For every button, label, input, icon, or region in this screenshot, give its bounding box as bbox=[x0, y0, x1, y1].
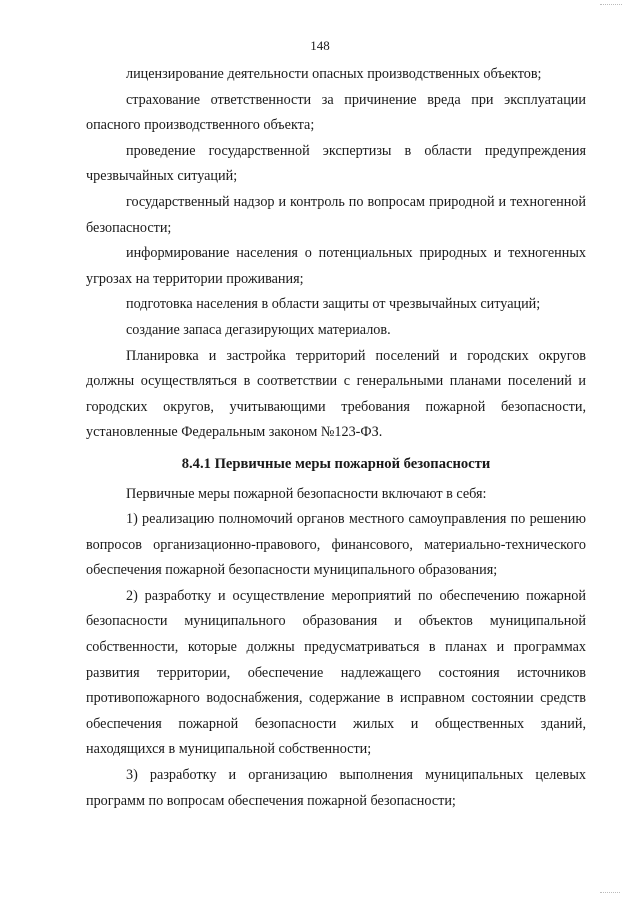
paragraph: государственный надзор и контроль по вопросам природной и техногенной безопасности; bbox=[86, 193, 586, 236]
paragraph: создание запаса дегазирующих материалов. bbox=[126, 321, 391, 338]
paragraph: Планировка и застройка территорий поселений и городских округов должны осуществляться в соответствии с генеральными планами поселений и городских округов, учитывающими требования пожарной безопасности, установленные Федеральным законом №123-ФЗ. bbox=[86, 347, 586, 441]
paragraph: Первичные меры пожарной безопасности включают в себя: bbox=[126, 485, 487, 502]
page-number: 148 bbox=[310, 38, 330, 53]
scan-mark-top bbox=[600, 0, 622, 5]
paragraph: страхование ответственности за причинение вреда при эксплуатации опасного производственного объекта; bbox=[86, 91, 586, 134]
paragraph: подготовка населения в области защиты от чрезвычайных ситуаций; bbox=[126, 296, 541, 313]
paragraph: 1) реализацию полномочий органов местного самоуправления по решению вопросов организационно-правового, финансового, материально-технического обеспечения пожарной безопасности муниципального образования; bbox=[86, 511, 586, 579]
paragraph: лицензирование деятельности опасных производственных объектов; bbox=[126, 66, 542, 82]
document-body bbox=[86, 62, 586, 814]
paragraph: проведение государственной экспертизы в области предупреждения чрезвычайных ситуаций; bbox=[86, 142, 586, 185]
paragraph: 3) разработку и организацию выполнения муниципальных целевых программ по вопросам обеспечения пожарной безопасности; bbox=[86, 767, 586, 809]
section-heading: 8.4.1 Первичные меры пожарной безопасности bbox=[181, 455, 491, 472]
paragraph: 2) разработку и осуществление мероприятий по обеспечению пожарной безопасности муниципального образования и объектов муниципальной собственности, которые должны предусматриваться в планах и программах развития территории, обеспечение надлежащего состояния источников противопожарного водоснабжения, содержание в исправном состоянии средств обеспечения пожарной безопасности жилых и общественных зданий, находящихся в муниципальной собственности; bbox=[86, 587, 586, 758]
paragraph: информирование населения о потенциальных природных и техногенных угрозах на территории проживания; bbox=[86, 245, 586, 287]
scan-mark-bottom bbox=[600, 890, 620, 893]
